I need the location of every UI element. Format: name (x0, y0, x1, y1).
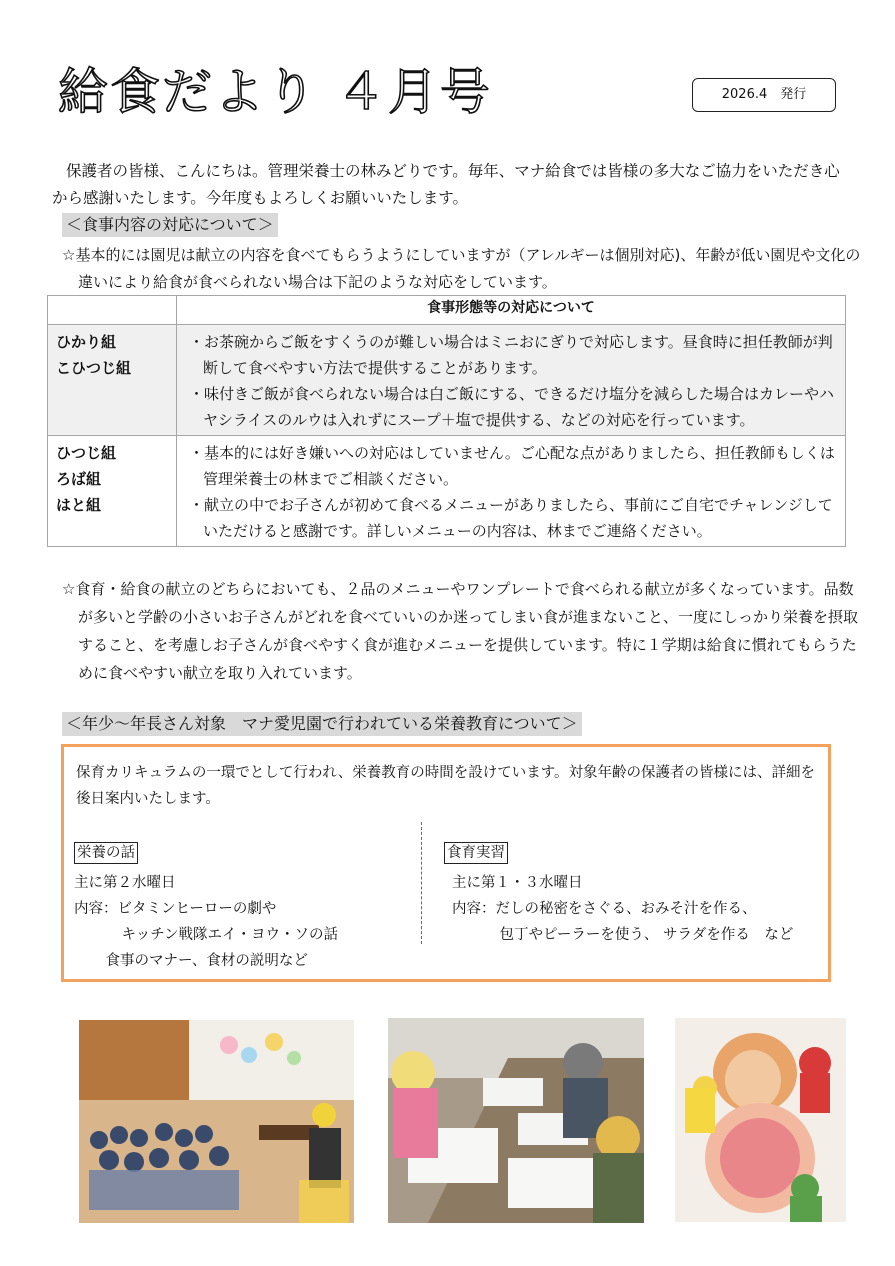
education-intro: 保育カリキュラムの一環でとして行われ、栄養教育の時間を設けています。対象年齢の保護者の皆様には、詳細を後日案内いたします。 (76, 765, 816, 807)
response-cell (177, 436, 846, 547)
meal-policy-note: ☆基本的には園児は献立の内容を食べてもらうようにしていますが（アレルギーは個別対応)、年齢が低い園児や文化の違いにより給食が食べられない場合は下記のような対応をしています。 (62, 246, 861, 291)
nutrition-talk-title: 栄養の話 (74, 842, 138, 864)
group-name: ひかり組 (56, 333, 117, 351)
section-education-heading-text: ＜年少～年長さん対象 マナ愛児園で行われている栄養教育について＞ (62, 712, 582, 736)
response-item: ・お茶碗からご飯をすくうのが難しい場合はミニおにぎりで対応します。昼食時に担任教師が判断して食べやすい方法で提供することがあります。 (189, 333, 833, 377)
group-name: こひつじ組 (56, 359, 132, 377)
content-line: 食事のマナー、食材の説明など (105, 953, 308, 969)
photo-class-play (79, 1020, 354, 1223)
cooking-practice-title: 食育実習 (444, 842, 508, 864)
response-item: ・献立の中でお子さんが初めて食べるメニューがありましたら、事前にご自宅でチャレンジしていただけると感謝です。詳しいメニューの内容は、林までご連絡ください。 (189, 496, 833, 540)
table-row (48, 325, 846, 436)
section-meal-heading (62, 213, 278, 237)
issue-date-box: 2026.4 発行 (692, 78, 836, 112)
content-line: キッチン戦隊エイ・ヨウ・ソの話 (121, 927, 338, 943)
response-item: ・基本的には好き嫌いへの対応はしていません。ご心配な点がありましたら、担任教師もしくは管理栄養士の林までご相談ください。 (189, 444, 835, 488)
section-meal-heading-text: ＜食事内容の対応について＞ (62, 213, 278, 237)
group-cell (48, 436, 177, 547)
content-line: だしの秘密をさぐる、おみそ汁を作る、 (495, 901, 757, 917)
meal-response-table (47, 295, 846, 547)
photo-cooking-practice (388, 1018, 644, 1223)
section-education-heading (62, 712, 582, 736)
table-header-blank (48, 296, 177, 325)
group-name: ろば組 (56, 470, 102, 488)
table-header: 食事形態等の対応について (177, 296, 846, 325)
cooking-practice-column (444, 840, 834, 948)
cooking-practice-schedule: 主に第１・３水曜日 (452, 875, 583, 891)
content-label: 内容： (452, 901, 496, 917)
menu-policy-note: ☆食育・給食の献立のどちらにおいても、２品のメニューやワンプレートで食べられる献立が多くなっています。品数が多いと学齢の小さいお子さんがどれを食べていいのか迷ってしまい食が進まないこと、一度にしっかり栄養を摂取すること、を考慮しお子さんが食べやすく食が進むメニューを提供しています。特に１学期は給食に慣れてもらうために食べやすい献立を取り入れています。 (62, 580, 859, 682)
intro-paragraph: 保護者の皆様、こんにちは。管理栄養士の林みどりです。毎年、マナ給食では皆様の多大なご協力をいただき心から感謝いたします。今年度もよろしくお願いいたします。 (52, 162, 840, 207)
content-line: ビタミンヒーローの劇や (117, 901, 277, 917)
response-cell (177, 325, 846, 436)
nutrition-talk-column (74, 840, 414, 974)
photo-nutrition-illustration (675, 1018, 846, 1222)
content-label: 内容： (74, 901, 118, 917)
group-name: ひつじ組 (56, 444, 117, 462)
response-item: ・味付きご飯が食べられない場合は白ご飯にする、できるだけ塩分を減らした場合はカレーやハヤシライスのルウは入れずにスープ＋塩で提供する、などの対応を行っています。 (189, 385, 835, 429)
newsletter-title: 給食だより ４月号 (58, 63, 492, 121)
nutrition-talk-schedule: 主に第２水曜日 (74, 875, 176, 891)
group-name: はと組 (56, 496, 102, 514)
table-row (48, 436, 846, 547)
group-cell (48, 325, 177, 436)
content-line: 包丁やピーラーを使う、 サラダを作る など (499, 927, 794, 943)
column-divider (421, 822, 422, 944)
